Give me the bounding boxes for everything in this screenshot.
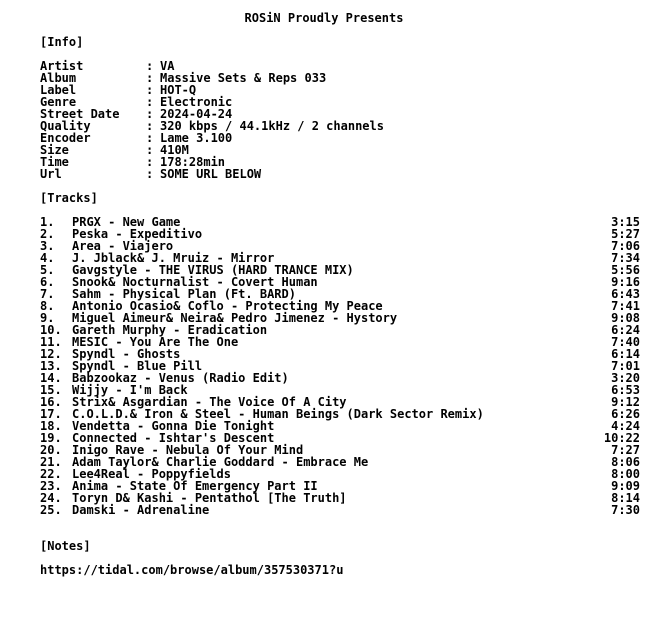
track-title: Damski - Adrenaline	[72, 503, 210, 517]
track-number: 17.	[40, 407, 62, 421]
info-key: Album	[40, 71, 77, 85]
track-title: Adam Taylor& Charlie Goddard - Embrace Me	[72, 455, 369, 469]
track-number: 9.	[40, 311, 55, 325]
track-duration: 7:01	[611, 359, 640, 373]
track-number: 21.	[40, 455, 62, 469]
track-duration: 9:12	[611, 395, 640, 409]
track-number: 14.	[40, 371, 62, 385]
track-title: Gavgstyle - THE VIRUS (HARD TRANCE MIX)	[72, 263, 354, 277]
track-number: 3.	[40, 239, 55, 253]
info-key: Label	[40, 83, 77, 97]
track-title: C.O.L.D.& Iron & Steel - Human Beings (Dark Sector Remix)	[72, 407, 484, 421]
track-title: Antonio Ocasio& Coflo - Protecting My Peace	[72, 299, 383, 313]
track-title: PRGX - New Game	[72, 215, 181, 229]
track-title: Miguel Aimeur& Neira& Pedro Jimenez - Hystory	[72, 311, 398, 325]
track-duration: 4:24	[611, 419, 640, 433]
info-value: 178:28min	[160, 155, 226, 169]
track-number: 6.	[40, 275, 55, 289]
track-duration: 6:24	[611, 323, 640, 337]
track-duration: 9:08	[611, 311, 640, 325]
track-title: Connected - Ishtar's Descent	[72, 431, 275, 445]
track-title: Area - Viajero	[72, 239, 174, 253]
info-key: Time	[40, 155, 69, 169]
track-number: 18.	[40, 419, 62, 433]
track-number: 23.	[40, 479, 62, 493]
track-duration: 3:20	[611, 371, 640, 385]
page-title: ROSiN Proudly Presents	[244, 11, 404, 25]
track-duration: 9:09	[611, 479, 640, 493]
track-duration: 7:40	[611, 335, 640, 349]
track-number: 2.	[40, 227, 55, 241]
track-duration: 10:22	[603, 431, 640, 445]
info-key: Url	[40, 167, 62, 181]
track-number: 8.	[40, 299, 55, 313]
track-title: Spyndl - Ghosts	[72, 347, 181, 361]
info-key: Encoder	[40, 131, 91, 145]
info-separator: :	[146, 83, 154, 97]
info-separator: :	[146, 143, 154, 157]
info-value: 410M	[160, 143, 189, 157]
track-duration: 7:41	[611, 299, 640, 313]
track-number: 22.	[40, 467, 62, 481]
info-separator: :	[146, 131, 154, 145]
track-duration: 8:06	[611, 455, 640, 469]
track-number: 1.	[40, 215, 55, 229]
track-duration: 6:26	[611, 407, 640, 421]
track-duration: 6:43	[611, 287, 640, 301]
info-key: Artist	[40, 59, 84, 73]
info-separator: :	[146, 119, 154, 133]
track-title: Anima - State Of Emergency Part II	[72, 479, 318, 493]
track-duration: 9:16	[611, 275, 640, 289]
track-number: 13.	[40, 359, 62, 373]
info-key: Genre	[40, 95, 77, 109]
track-number: 11.	[40, 335, 62, 349]
info-separator: :	[146, 59, 154, 73]
track-number: 20.	[40, 443, 62, 457]
info-value: VA	[160, 59, 175, 73]
info-value: Electronic	[160, 95, 233, 109]
track-number: 25.	[40, 503, 62, 517]
info-section-label: [Info]	[40, 35, 84, 49]
track-number: 15.	[40, 383, 62, 397]
info-separator: :	[146, 167, 154, 181]
track-duration: 6:14	[611, 347, 640, 361]
track-duration: 6:53	[611, 383, 640, 397]
track-number: 12.	[40, 347, 62, 361]
track-title: Gareth Murphy - Eradication	[72, 323, 268, 337]
track-title: Inigo Rave - Nebula Of Your Mind	[72, 443, 304, 457]
track-title: Spyndl - Blue Pill	[72, 359, 203, 373]
info-value: 2024-04-24	[160, 107, 233, 121]
track-number: 10.	[40, 323, 62, 337]
track-duration: 7:34	[611, 251, 640, 265]
notes-section-label: [Notes]	[40, 539, 91, 553]
track-title: Snook& Nocturnalist - Covert Human	[72, 275, 318, 289]
track-title: Vendetta - Gonna Die Tonight	[72, 419, 275, 433]
track-duration: 7:30	[611, 503, 640, 517]
track-title: Babzookaz - Venus (Radio Edit)	[72, 371, 289, 385]
track-title: Sahm - Physical Plan (Ft. BARD)	[72, 287, 296, 301]
track-duration: 7:06	[611, 239, 640, 253]
track-number: 24.	[40, 491, 62, 505]
info-separator: :	[146, 95, 154, 109]
track-title: J. Jblack& J. Mruiz - Mirror	[72, 251, 275, 265]
info-separator: :	[146, 107, 154, 121]
track-duration: 5:56	[611, 263, 640, 277]
info-separator: :	[146, 155, 154, 169]
track-number: 19.	[40, 431, 62, 445]
track-number: 7.	[40, 287, 55, 301]
info-key: Street Date	[40, 107, 120, 121]
notes-url-link[interactable]: https://tidal.com/browse/album/357530371?u	[40, 563, 344, 577]
info-value: SOME URL BELOW	[160, 167, 262, 181]
info-value: HOT-Q	[160, 83, 197, 97]
tracks-section-label: [Tracks]	[40, 191, 98, 205]
info-value: 320 kbps / 44.1kHz / 2 channels	[160, 119, 384, 133]
track-title: MESIC - You Are The One	[72, 335, 239, 349]
track-duration: 8:14	[611, 491, 640, 505]
track-number: 4.	[40, 251, 55, 265]
track-duration: 8:00	[611, 467, 640, 481]
track-duration: 5:27	[611, 227, 640, 241]
track-duration: 7:27	[611, 443, 640, 457]
track-duration: 3:15	[611, 215, 640, 229]
track-title: Peska - Expeditivo	[72, 227, 203, 241]
info-key: Size	[40, 143, 69, 157]
info-separator: :	[146, 71, 154, 85]
track-title: Toryn D& Kashi - Pentathol [The Truth]	[72, 491, 347, 505]
track-title: Lee4Real - Poppyfields	[72, 467, 231, 481]
info-value: Lame 3.100	[160, 131, 233, 145]
track-title: Strix& Asgardian - The Voice Of A City	[72, 395, 347, 409]
track-number: 5.	[40, 263, 55, 277]
track-number: 16.	[40, 395, 62, 409]
track-title: Wijjy - I'm Back	[72, 383, 188, 397]
info-key: Quality	[40, 119, 91, 133]
info-value: Massive Sets & Reps 033	[160, 71, 327, 85]
